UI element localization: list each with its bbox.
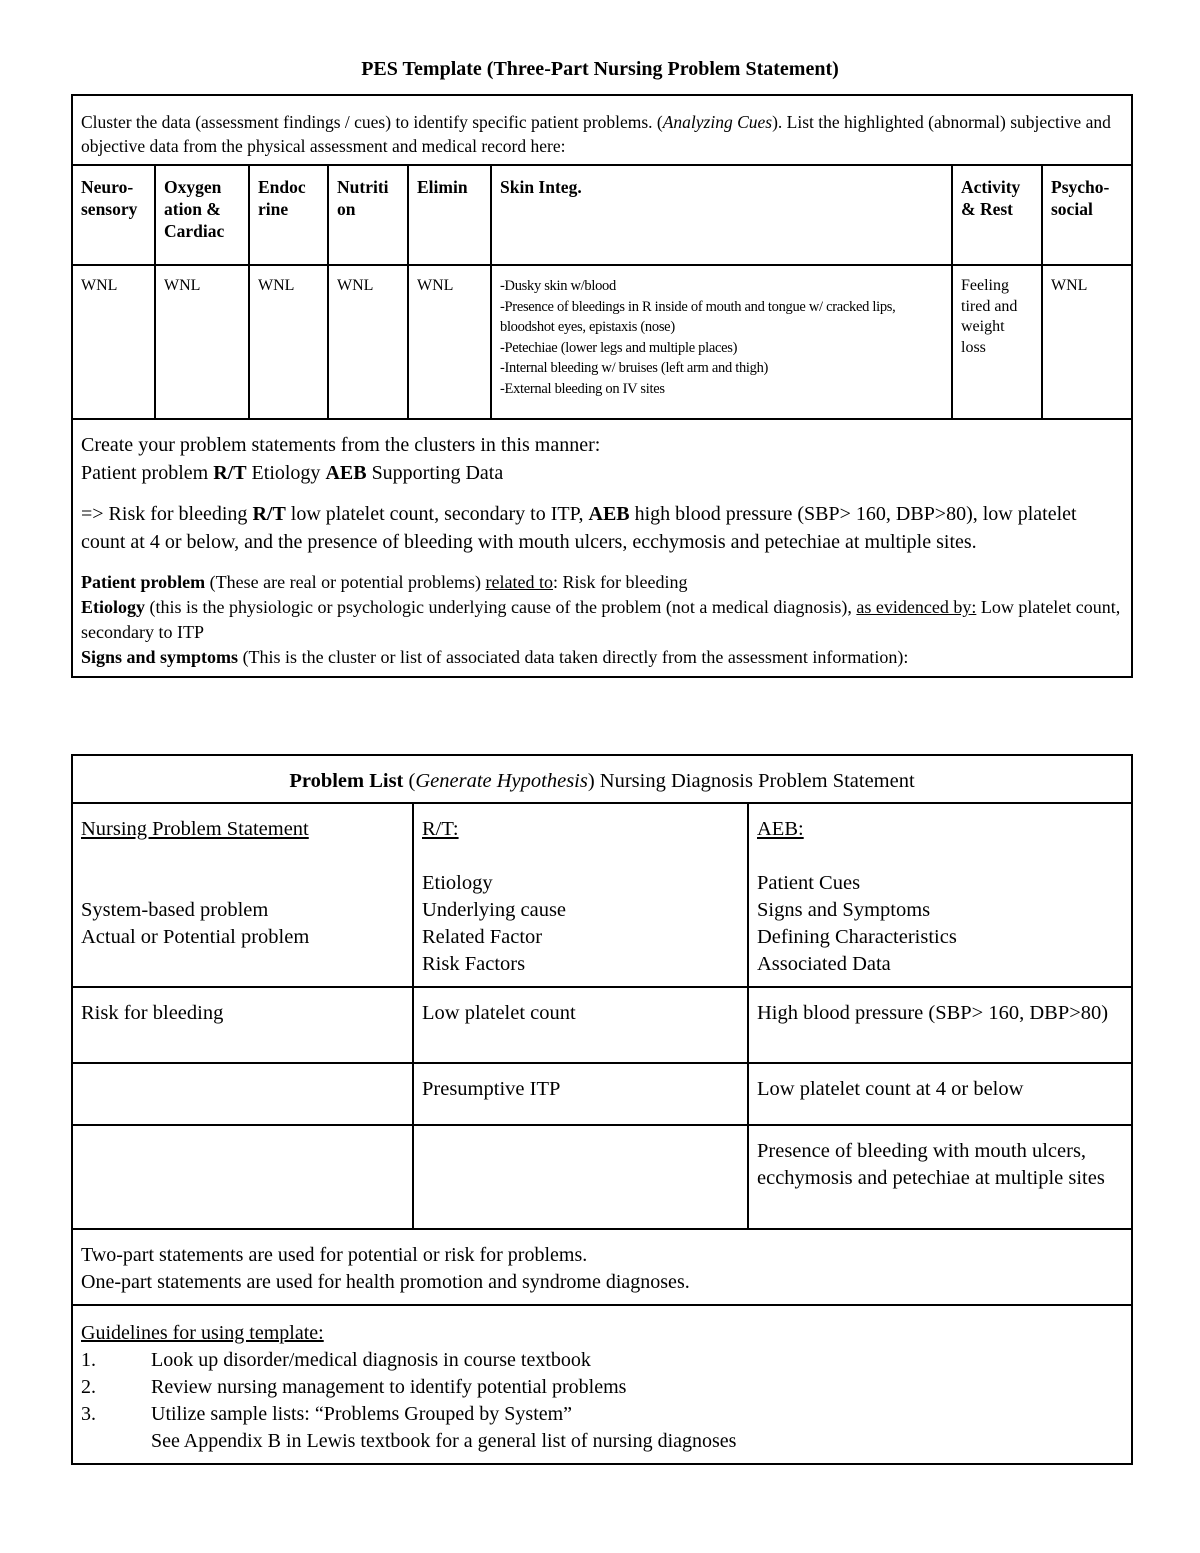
def-etiology <box>81 595 1123 645</box>
skin-finding: -External bleeding on IV sites <box>500 380 665 397</box>
col-nursing-problem <box>72 803 413 987</box>
cell-aeb: Presence of bleeding with mouth ulcers, ecchymosis and petechiae at multiple sites <box>748 1125 1132 1229</box>
table-row <box>72 1063 1132 1125</box>
title-italic: Generate Hypothesis <box>415 770 588 792</box>
header-skin: Skin Integ. <box>491 165 952 265</box>
value-nutrition: WNL <box>328 265 408 419</box>
system-value-row <box>72 265 1132 419</box>
cell-rt <box>413 1125 748 1229</box>
cell-aeb: High blood pressure (SBP> 160, DBP>80) <box>748 987 1132 1063</box>
col-rt <box>413 803 748 987</box>
col-heading: R/T: <box>422 818 459 840</box>
header-elimination: Elimin <box>408 165 491 265</box>
statement-intro: Create your problem statements from the clusters in this manner: <box>81 434 601 456</box>
cell-rt: Presumptive ITP <box>413 1063 748 1125</box>
cell-rt: Low platelet count <box>413 987 748 1063</box>
value-skin <box>491 265 952 419</box>
skin-finding: -Dusky skin w/blood <box>500 278 616 294</box>
def-label: Patient problem <box>81 572 206 592</box>
guideline-item <box>81 1428 1123 1455</box>
example-text: low platelet count, secondary to ITP, <box>285 503 589 525</box>
cell-problem: Risk for bleeding <box>72 987 413 1063</box>
col-line: Patient Cues <box>757 872 861 894</box>
col-line: Related Factor <box>422 926 543 948</box>
intro-text-end: ). List the highlighted (abnormal) subjective and objective data from the physical assessment and medical record here: <box>81 112 1111 156</box>
col-line: Etiology <box>422 872 493 894</box>
title-text: ) Nursing Diagnosis Problem Statement <box>587 770 915 792</box>
def-value: : Risk for bleeding <box>553 572 688 592</box>
format-text: Etiology <box>246 461 326 484</box>
def-label: Etiology <box>81 597 146 617</box>
guideline-item <box>81 1401 1123 1428</box>
def-signs <box>81 645 1123 670</box>
def-label: Signs and symptoms <box>81 647 239 667</box>
problem-statement-instructions <box>72 419 1132 677</box>
col-aeb <box>748 803 1132 987</box>
skin-finding: -Internal bleeding w/ bruises (left arm and thigh) <box>500 360 769 376</box>
def-underline: related to <box>485 572 554 592</box>
col-line: Associated Data <box>757 953 891 975</box>
example-aeb: AEB <box>588 503 630 525</box>
document-title: PES Template (Three-Part Nursing Problem Statement) <box>361 58 839 80</box>
header-psycho: Psycho-social <box>1042 165 1132 265</box>
format-text: Patient problem <box>81 461 214 484</box>
header-endocrine: Endoc rine <box>249 165 328 265</box>
guidelines-title: Guidelines for using template: <box>81 1322 324 1344</box>
column-header-row <box>72 803 1132 987</box>
header-activity: Activity & Rest <box>952 165 1042 265</box>
skin-finding: -Presence of bleedings in R inside of mouth and tongue w/ cracked lips, bloodshot eyes, epistaxis (nose) <box>500 298 896 335</box>
guideline-item <box>81 1374 1123 1401</box>
guideline-text: Look up disorder/medical diagnosis in course textbook <box>151 1349 591 1371</box>
value-oxygen: WNL <box>155 265 249 419</box>
value-endocrine: WNL <box>249 265 328 419</box>
value-psycho: WNL <box>1042 265 1132 419</box>
def-text: (this is the physiologic or psychologic underlying cause of the problem (not a medical diagnosis), <box>145 597 857 617</box>
cell-problem <box>72 1063 413 1125</box>
def-text: (These are real or potential problems) <box>205 572 486 592</box>
note-line: One-part statements are used for health promotion and syndrome diagnoses. <box>81 1271 690 1293</box>
col-line: Risk Factors <box>422 953 526 975</box>
title-bold: Problem List <box>289 770 404 792</box>
skin-finding: -Petechiae (lower legs and multiple places) <box>500 339 738 356</box>
def-text: (This is the cluster or list of associated data taken directly from the assessment information): <box>238 647 909 667</box>
intro-text: Cluster the data (assessment findings / cues) to identify specific patient problems. ( <box>81 112 663 132</box>
example-statement <box>81 501 1123 556</box>
cluster-table <box>71 94 1133 678</box>
format-aeb: AEB <box>325 461 367 484</box>
value-elimination: WNL <box>408 265 491 419</box>
guideline-text: See Appendix B in Lewis textbook for a general list of nursing diagnoses <box>151 1430 737 1452</box>
statement-format <box>81 460 1123 488</box>
def-underline: as evidenced by: <box>856 597 977 617</box>
intro-italic: Analyzing Cues <box>662 112 773 132</box>
note-line: Two-part statements are used for potential or risk for problems. <box>81 1244 588 1266</box>
cluster-instructions <box>72 95 1132 165</box>
value-activity: Feeling tired and weight loss <box>952 265 1042 419</box>
def-value: Low platelet count, secondary to ITP <box>81 597 1121 642</box>
col-heading: AEB: <box>757 818 804 840</box>
example-text: high blood pressure (SBP> 160, DBP>80), low platelet count at 4 or below, and the presence of bleeding with mouth ulcers, ecchymosis and petechiae at multiple sites. <box>81 503 1077 553</box>
value-neuro: WNL <box>72 265 155 419</box>
guideline-number: 3. <box>81 1403 96 1425</box>
example-rt: R/T <box>252 503 286 525</box>
guideline-number: 2. <box>81 1376 96 1398</box>
statement-notes <box>72 1229 1132 1305</box>
guideline-text: Utilize sample lists: “Problems Grouped by System” <box>151 1403 573 1425</box>
format-text: Supporting Data <box>366 461 504 484</box>
system-header-row <box>72 165 1132 265</box>
table-row <box>72 1125 1132 1229</box>
guideline-text: Review nursing management to identify potential problems <box>151 1376 627 1398</box>
col-line: Actual or Potential problem <box>81 926 310 948</box>
skin-findings-list <box>500 276 943 399</box>
format-rt: R/T <box>213 461 247 484</box>
guideline-item <box>81 1347 1123 1374</box>
guidelines <box>72 1305 1132 1464</box>
header-neuro: Neuro-sensory <box>72 165 155 265</box>
col-line: Underlying cause <box>422 899 567 921</box>
header-nutrition: Nutriti on <box>328 165 408 265</box>
problem-list-title <box>72 755 1132 803</box>
col-line: System-based problem <box>81 899 269 921</box>
cell-aeb: Low platelet count at 4 or below <box>748 1063 1132 1125</box>
table-row <box>72 987 1132 1063</box>
col-line: Defining Characteristics <box>757 926 957 948</box>
example-text: => Risk for bleeding <box>81 503 253 525</box>
col-heading: Nursing Problem Statement <box>81 818 309 840</box>
header-oxygen: Oxygen ation & Cardiac <box>155 165 249 265</box>
cell-problem <box>72 1125 413 1229</box>
problem-list-table <box>71 754 1133 1465</box>
guideline-number: 1. <box>81 1349 96 1371</box>
col-line: Signs and Symptoms <box>757 899 931 921</box>
definitions <box>81 570 1123 670</box>
def-patient-problem <box>81 570 1123 595</box>
title-text: ( <box>403 770 416 792</box>
